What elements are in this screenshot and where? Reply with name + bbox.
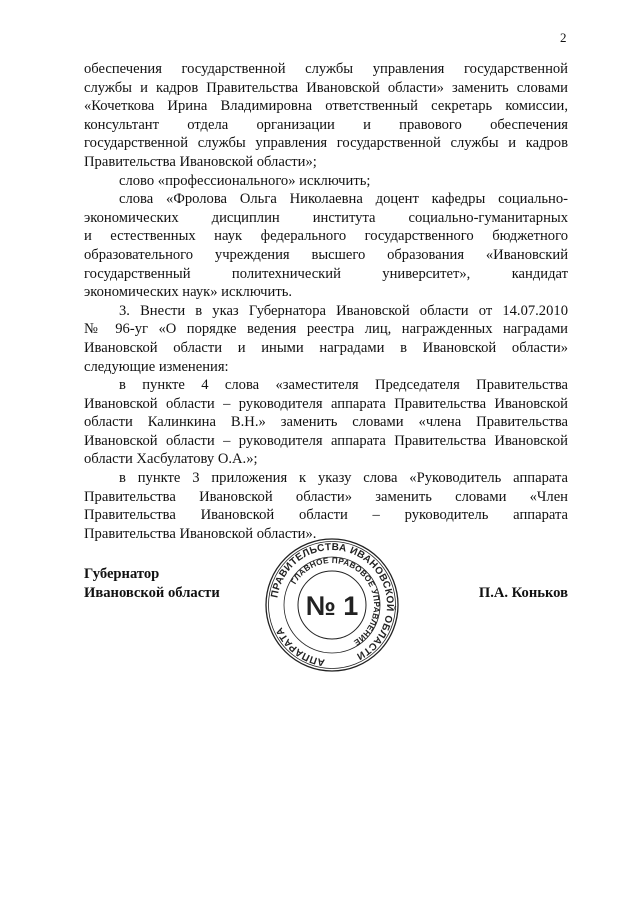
paragraph-1-line: «Кочеткова Ирина Владимировна ответственный секретарь комиссии, xyxy=(84,98,568,115)
paragraph-4-line: № 96-уг «О порядке ведения реестра лиц, награжденных наградами xyxy=(84,321,568,338)
paragraph-1-line: государственной службы управления государственной службы и кадров xyxy=(84,135,568,152)
paragraph-5-line: в пункте 4 слова «заместителя Председателя Правительства xyxy=(119,377,568,394)
paragraph-5-line: Ивановской области – руководителя аппарата Правительства Ивановской xyxy=(84,395,568,412)
seal-number: № 1 xyxy=(305,591,359,621)
paragraph-1-line: консультант отдела организации и правового обеспечения xyxy=(84,116,568,133)
page-number: 2 xyxy=(560,30,567,45)
paragraph-3-line: государственный политехнический университет», кандидат xyxy=(84,265,568,282)
paragraph-5-line: области Хасбулатову О.А.»; xyxy=(84,451,258,468)
paragraph-3-line: экономических дисциплин института социально-гуманитарных xyxy=(84,209,568,226)
signatory-name: П.А. Коньков xyxy=(478,584,568,601)
paragraph-6-line: Правительства Ивановской области». xyxy=(84,525,317,542)
seal-outer-text: ПРАВИТЕЛЬСТВА ИВАНОВСКОЙ ОБЛАСТИ xyxy=(269,541,396,662)
paragraph-5-line: области Калинкина В.Н.» заменить словами «члена Правительства xyxy=(84,414,568,431)
paragraph-6-line: Правительства Ивановской области – руководитель аппарата xyxy=(84,507,568,524)
paragraph-6-line: Правительства Ивановской области» заменить словами «Член xyxy=(84,488,568,505)
paragraph-1-line: Правительства Ивановской области»; xyxy=(84,153,317,170)
paragraph-4-line: следующие изменения: xyxy=(84,358,229,375)
paragraph-6-line: в пункте 3 приложения к указу слова «Руководитель аппарата xyxy=(119,470,568,487)
seal-outer-bottom-text: АППАРАТА xyxy=(274,625,326,668)
paragraph-3-line: слова «Фролова Ольга Николаевна доцент кафедры социально- xyxy=(119,191,568,208)
signatory-title-line-1: Губернатор xyxy=(84,566,160,582)
seal-inner-text: ГЛАВНОЕ ПРАВОВОЕ УПРАВЛЕНИЕ xyxy=(289,555,382,648)
paragraph-2-line: слово «профессионального» исключить; xyxy=(119,172,371,189)
paragraph-3-line: экономических наук» исключить. xyxy=(84,284,293,301)
paragraph-5-line: Ивановской области – руководителя аппарата Правительства Ивановской xyxy=(84,432,568,449)
paragraph-3-line: и естественных наук федерального государственного бюджетного xyxy=(84,228,568,245)
paragraph-1-line: службы и кадров Правительства Ивановской области» заменить словами xyxy=(84,79,568,96)
paragraph-3-line: образовательного учреждения высшего образования «Ивановский xyxy=(84,246,568,263)
signatory-title-line-2: Ивановской области xyxy=(84,584,220,601)
official-seal xyxy=(264,537,400,673)
paragraph-4-line: Ивановской области и иными наградами в Ивановской области» xyxy=(84,339,568,356)
paragraph-4-line: 3. Внести в указ Губернатора Ивановской области от 14.07.2010 xyxy=(119,302,568,319)
document-body xyxy=(84,60,568,543)
paragraph-1-line: обеспечения государственной службы управления государственной xyxy=(84,61,568,77)
